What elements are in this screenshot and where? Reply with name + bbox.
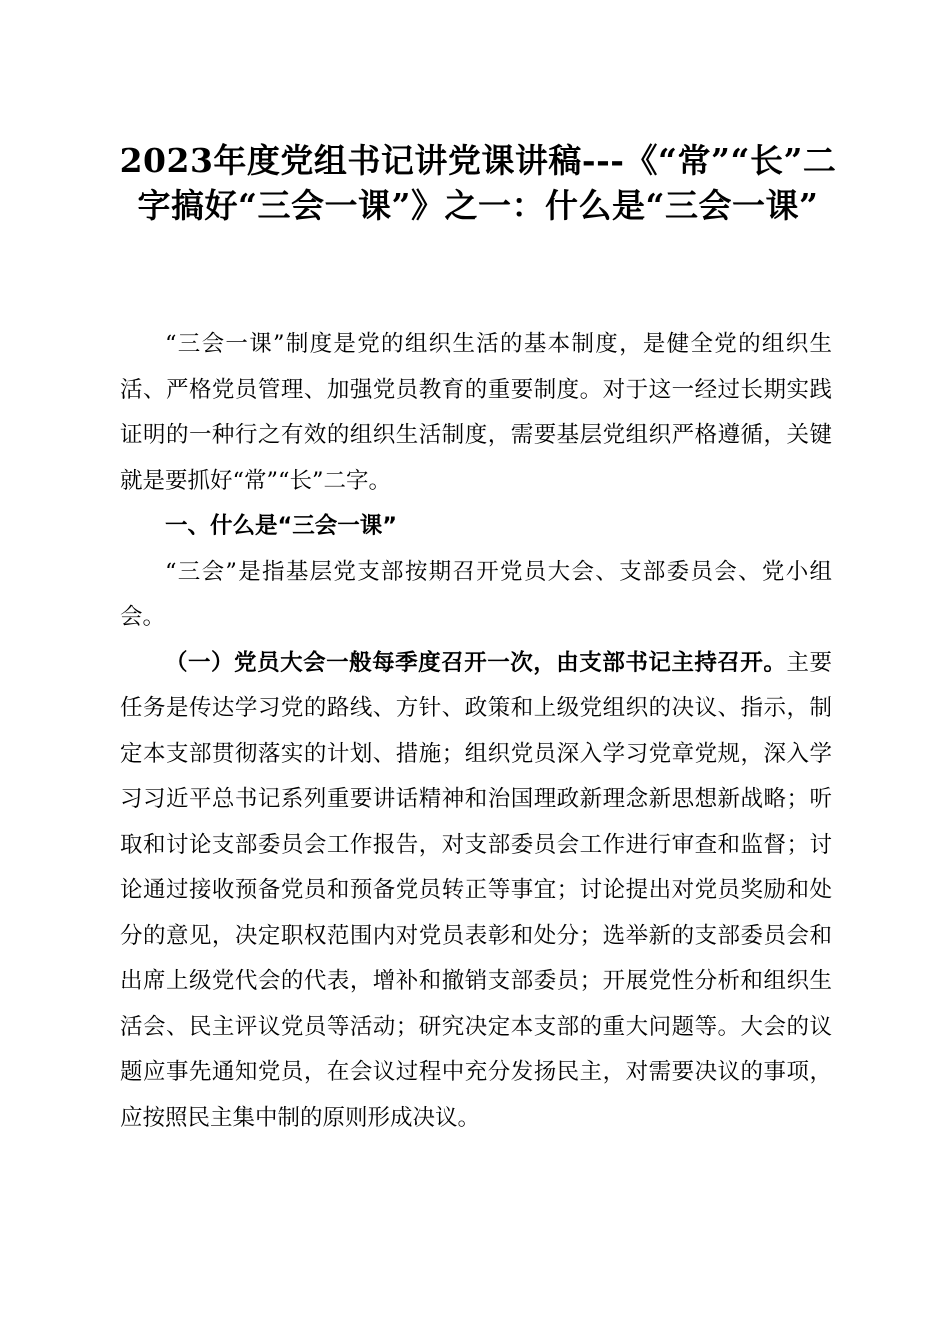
document-body (120, 322, 832, 1141)
document-title: 2023年度党组书记讲党课讲稿---《“常”“长”二字搞好“三会一课”》之一：什么是“三会一课” (119, 141, 837, 225)
section-heading: 一、什么是“三会一课” (165, 513, 398, 539)
intro-paragraph: “三会一课”制度是党的组织生活的基本制度，是健全党的组织生活、严格党员管理、加强党员教育的重要制度。对于这一经过长期实践证明的一种行之有效的组织生活制度，需要基层党组织严格遵循，关键就是要抓好“常”“长”二字。 (120, 331, 832, 494)
subsection-paragraph (120, 641, 832, 1142)
subsection-heading: （一）党员大会一般每季度召开一次，由支部书记主持召开。 (165, 649, 787, 676)
section-paragraph: “三会”是指基层党支部按期召开党员大会、支部委员会、党小组会。 (120, 558, 832, 630)
subsection-body: 主要任务是传达学习党的路线、方针、政策和上级党组织的决议、指示，制定本支部贯彻落实的计划、措施；组织党员深入学习党章党规，深入学习习近平总书记系列重要讲话精神和治国理政新理念新思想新战略；听取和讨论支部委员会工作报告，对支部委员会工作进行审查和监督；讨论通过接收预备党员和预备党员转正等事宜；讨论提出对党员奖励和处分的意见，决定职权范围内对党员表彰和处分；选举新的支部委员会和出席上级党代会的代表，增补和撤销支部委员；开展党性分析和组织生活会、民主评议党员等活动；研究决定本支部的重大问题等。大会的议题应事先通知党员，在会议过程中充分发扬民主，对需要决议的事项，应按照民主集中制的原则形成决议。 (120, 649, 832, 1131)
